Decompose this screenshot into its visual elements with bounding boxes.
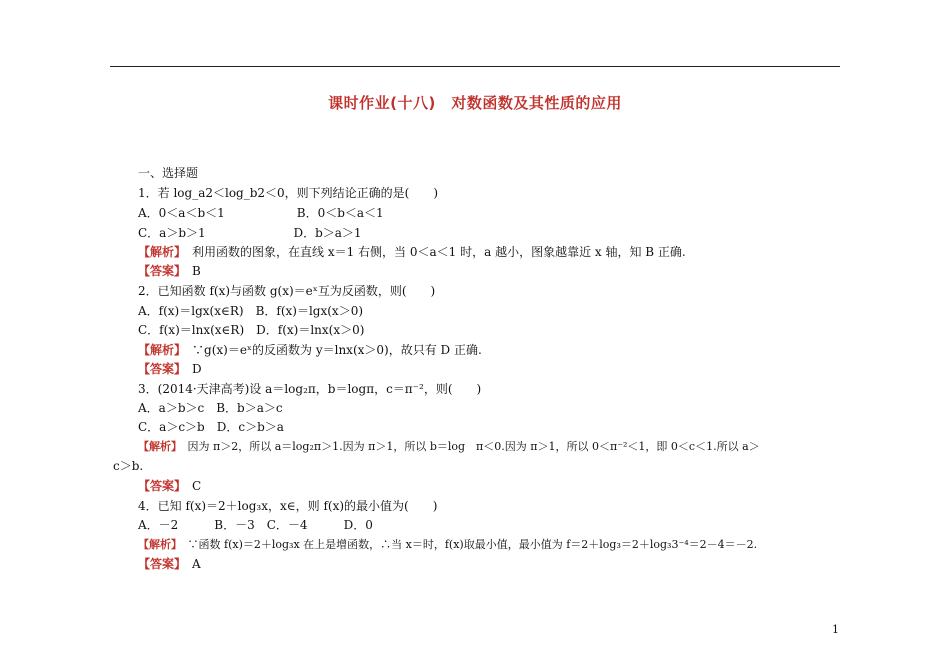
text-line: C．a＞c＞b D．c＞b＞a: [138, 420, 284, 434]
analysis-line: 【解析】 因为 π＞2，所以 a＝log₂π＞1.因为 π＞1，所以 b＝log π＜0.因为 π＞1，所以 0＜π⁻²＜1，即 0＜c＜1.所以 a＞: [138, 440, 760, 453]
text-line: A．f(x)＝lgx(x∈R) B．f(x)＝lgx(x＞0): [138, 304, 364, 318]
answer-line: 【答案】 C: [138, 479, 202, 493]
text-line: 2．已知函数 f(x)与函数 g(x)＝eˣ互为反函数，则( ): [138, 284, 436, 298]
text-line: 4．已知 f(x)＝2＋log₃x，x∈，则 f(x)的最小值为( ): [138, 499, 438, 513]
section-heading: 一、选择题: [138, 166, 199, 180]
header-rule: [110, 66, 840, 67]
text-line: A．0＜a＜b＜1 B．0＜b＜a＜1: [138, 206, 384, 220]
answer-line: 【答案】 D: [138, 362, 202, 376]
page-number: 1: [832, 623, 839, 636]
text-line: A．a＞b＞c B．b＞a＞c: [138, 401, 283, 415]
text-line: c＞b.: [113, 459, 144, 473]
analysis-line: 【解析】 利用函数的图象，在直线 x＝1 右侧，当 0＜a＜1 时，a 越小，图象越靠近 x 轴，知 B 正确.: [138, 245, 686, 259]
answer-line: 【答案】 A: [138, 557, 201, 571]
analysis-line: 【解析】 ∵g(x)＝eˣ的反函数为 y＝lnx(x＞0)，故只有 D 正确.: [138, 343, 482, 357]
text-line: C．a＞b＞1 D．b＞a＞1: [138, 226, 362, 240]
text-line: C．f(x)＝lnx(x∈R) D．f(x)＝lnx(x＞0): [138, 323, 365, 337]
text-line: A．－2 B．－3 C．－4 D．0: [138, 518, 373, 532]
text-line: 1．若 log_a2＜log_b2＜0，则下列结论正确的是( ): [138, 186, 439, 200]
page-title: 课时作业(十八) 对数函数及其性质的应用: [328, 94, 622, 112]
text-line: 3．(2014·天津高考)设 a＝log₂π，b＝logπ，c＝π⁻²，则( ): [138, 382, 482, 396]
answer-line: 【答案】 B: [138, 264, 201, 278]
analysis-line: 【解析】 ∵函数 f(x)＝2＋log₃x 在上是增函数，∴当 x＝时，f(x)取最小值，最小值为 f＝2＋log₃＝2＋log₃3⁻⁴＝2－4＝－2.: [138, 538, 758, 551]
